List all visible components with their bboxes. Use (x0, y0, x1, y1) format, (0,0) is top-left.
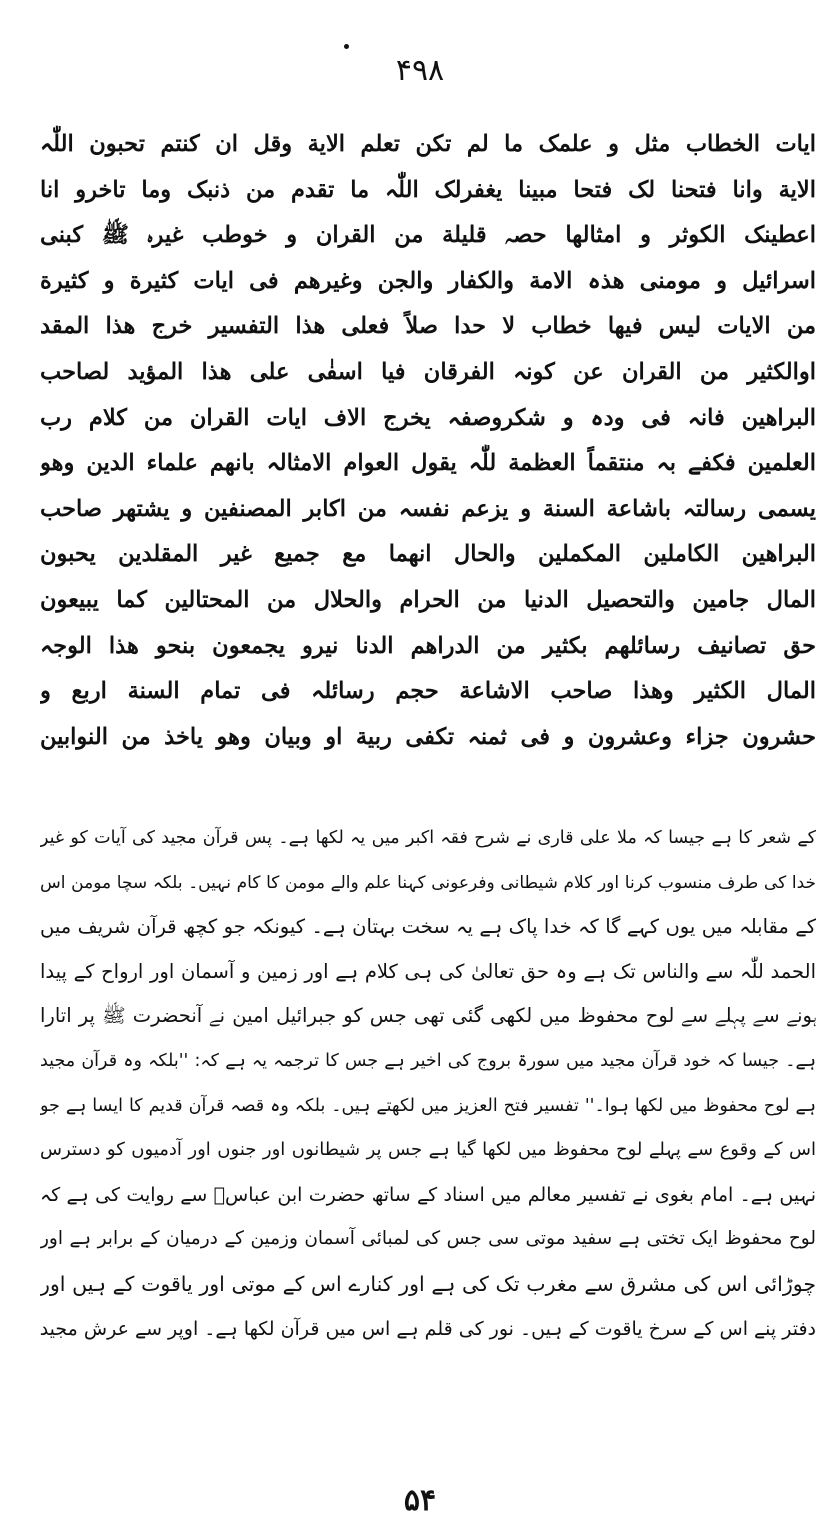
urdu-line: کے شعر کا ہے جیسا کہ ملا علی قاری نے شرح فقہ اکبر میں یہ لکھا ہے۔ پس قرآن مجید کی آیات کو غیر (40, 828, 816, 848)
urdu-line: کے مقابلہ میں یوں کہے گا کہ خدا پاک ہے یہ سخت بہتان ہے۔ کیونکہ جو کچھ قرآن شریف میں (40, 915, 816, 939)
arabic-line: یسمی رسالتہ باشاعة السنة و یزعم نفسہ من اکابر المصنفین و یشتھر صاحب (40, 495, 816, 522)
arabic-line: المال جامین والتحصیل الدنیا من الحرام والحلال من المحتالین کما یبیعون (40, 586, 816, 613)
urdu-line: لوح محفوظ ایک تختی ہے سفید موتی سی جس کی لمبائی آسمان وزمین کے درمیان کے برابر ہے اور (40, 1228, 816, 1250)
urdu-line: خدا کی طرف منسوب کرنا اور کلام شیطانی وفرعونی کہنا علم والے مومن کا کام نہیں۔ بلکہ سچا مومن اس (40, 872, 816, 893)
footer-page-number: ۵۴ (403, 1483, 437, 1518)
urdu-line: ہونے سے پہلے سے لوح محفوظ میں لکھی گئی تھی جس کو جبرائیل امین نے آنحضرت ﷺ پر اتارا (40, 1004, 816, 1028)
arabic-line: اوالکثیر من القران عن کونہ الفرقان فیا اسفٰی علی ھذا المؤید لصاحب (40, 358, 816, 385)
urdu-line: ہے لوح محفوظ میں لکھا ہوا۔'' تفسیر فتح العزیز میں لکھتے ہیں۔ بلکہ وہ قصہ قرآن قدیم کا ایسا ہے جو (40, 1095, 816, 1116)
page-number: ۴۹۸ (395, 53, 445, 88)
arabic-line: العلمین فکفے بہ منتقماً العظمة للّٰہ یقول العوام الامثالہ بانھم علماء الدین وھو (40, 450, 816, 477)
urdu-line: دفتر پنے اس کے سرخ یاقوت کے ہیں۔ نور کی قلم ہے اس میں قرآن لکھا ہے۔ اوپر سے عرش مجید (40, 1317, 816, 1340)
arabic-line: اعطینک الکوثر و امثالھا حصہ قلیلة من القران و خوطب غیرہ ﷺ کبنی (40, 222, 816, 249)
urdu-line: الحمد للّٰہ سے والناس تک ہے وہ حق تعالیٰ کی ہی کلام ہے اور زمین و آسمان اور ارواح کے پیدا (40, 959, 816, 983)
arabic-line: من الایات لیس فیھا خطاب لا حدا صلاً فعلی ھذا التفسیر خرج ھذا المقد (40, 313, 816, 340)
urdu-line: ہے۔ جیسا کہ خود قرآن مجید میں سورۃ بروج کی اخیر ہے جس کا ترجمہ یہ ہے کہ: ''بلکہ وہ قرآن مجید (40, 1050, 816, 1071)
urdu-line: چوڑائی اس کی مشرق سے مغرب تک کی ہے اور کنارے اس کے موتی اور یاقوت کے ہیں اور (40, 1271, 816, 1296)
urdu-paragraph (40, 816, 816, 1351)
arabic-line: حشرون جزاء وعشرون و فی ثمنہ تکفی ربیة او وبیان وھو یاخذ من النوابین (40, 723, 816, 750)
ink-dot (344, 44, 349, 49)
arabic-line: البراھین الکاملین المکملین والحال انھما مع جمیع غیر المقلدین یحبون (40, 541, 816, 568)
arabic-line: حق تصانیف رسائلھم بکثیر من الدراھم الدنا نیرو یجمعون بنحو ھذا الوجہ (40, 632, 816, 659)
urdu-line: نہیں ہے۔ امام بغوی نے تفسیر معالم میں اسناد کے ساتھ حضرت ابن عباسؓ سے روایت کی ہے کہ (40, 1183, 816, 1206)
arabic-line: البراھین فانہ فی ودہ و شکروصفہ یخرج الاف ایات القران من کلام رب (40, 404, 816, 431)
arabic-line: الایة وانا فتحنا لک فتحا مبینا یغفرلک اللّٰہ ما تقدم من ذنبک وما تاخرو انا (40, 176, 816, 203)
arabic-line: المال الکثیر وھذا صاحب الاشاعة حجم رسائلہ فی تمام السنة اربع و (40, 678, 816, 705)
arabic-line: اسرائیل و مومنی ھذہ الامة والکفار والجن وغیرھم فی ایات کثیرة و کثیرة (40, 267, 816, 294)
arabic-line: ایات الخطاب مثل و علمک ما لم تکن تعلم الایة وقل ان کنتم تحبون اللّٰہ (40, 131, 816, 157)
urdu-line: اس کے وقوع سے پہلے لوح محفوظ میں لکھا گیا ہے جس پر شیطانوں اور جنوں اور آدمیوں کو دسترس (40, 1139, 816, 1161)
arabic-paragraph (40, 122, 816, 760)
